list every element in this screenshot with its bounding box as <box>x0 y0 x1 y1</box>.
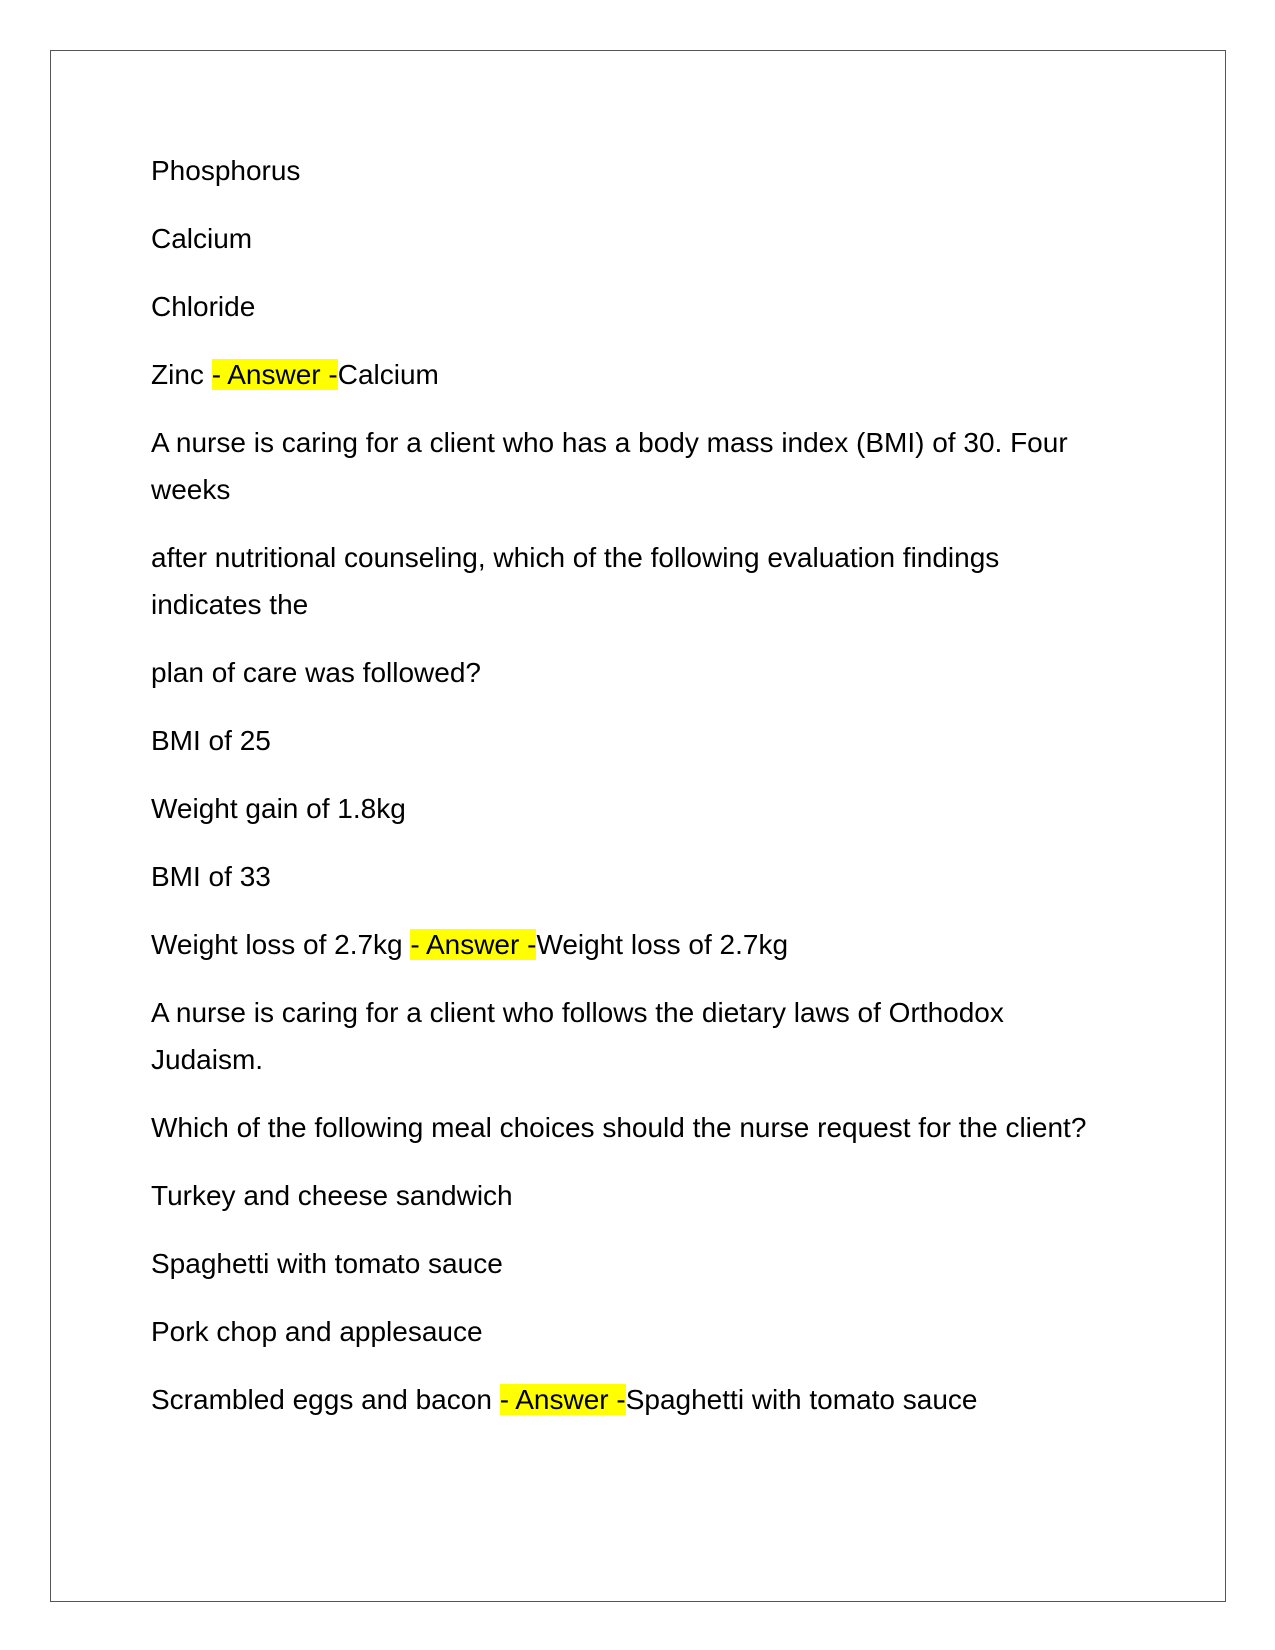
answer-text: Weight loss of 2.7kg <box>536 929 789 960</box>
option-text: Zinc <box>151 359 212 390</box>
question-paragraph: Which of the following meal choices should the nurse request for the client? <box>151 1112 1087 1143</box>
question-paragraph: plan of care was followed? <box>151 657 481 688</box>
paragraph: Spaghetti with tomato sauce <box>151 1248 503 1279</box>
answer-highlight: - Answer - <box>499 1384 626 1415</box>
paragraph: Weight gain of 1.8kg <box>151 793 406 824</box>
paragraph: Calcium <box>151 223 253 254</box>
paragraph: BMI of 25 <box>151 725 271 756</box>
option-text: Scrambled eggs and bacon <box>151 1384 500 1415</box>
answer-paragraph <box>151 921 1111 968</box>
answer-highlight: - Answer - <box>410 929 537 960</box>
question-paragraph: A nurse is caring for a client who has a body mass index (BMI) of 30. Four weeks <box>151 427 1068 505</box>
answer-highlight: - Answer - <box>211 359 338 390</box>
paragraph: Phosphorus <box>151 155 301 186</box>
document-body <box>151 147 1111 1444</box>
answer-paragraph <box>151 1376 1111 1423</box>
paragraph: Pork chop and applesauce <box>151 1316 483 1347</box>
question-paragraph: A nurse is caring for a client who follows the dietary laws of Orthodox Judaism. <box>151 997 1004 1075</box>
answer-paragraph <box>151 351 1111 398</box>
option-text: Weight loss of 2.7kg <box>151 929 411 960</box>
paragraph: Chloride <box>151 291 256 322</box>
paragraph: Turkey and cheese sandwich <box>151 1180 513 1211</box>
answer-text: Spaghetti with tomato sauce <box>625 1384 978 1415</box>
question-paragraph: after nutritional counseling, which of the following evaluation findings indicates the <box>151 542 1000 620</box>
answer-text: Calcium <box>337 359 439 390</box>
paragraph: BMI of 33 <box>151 861 271 892</box>
